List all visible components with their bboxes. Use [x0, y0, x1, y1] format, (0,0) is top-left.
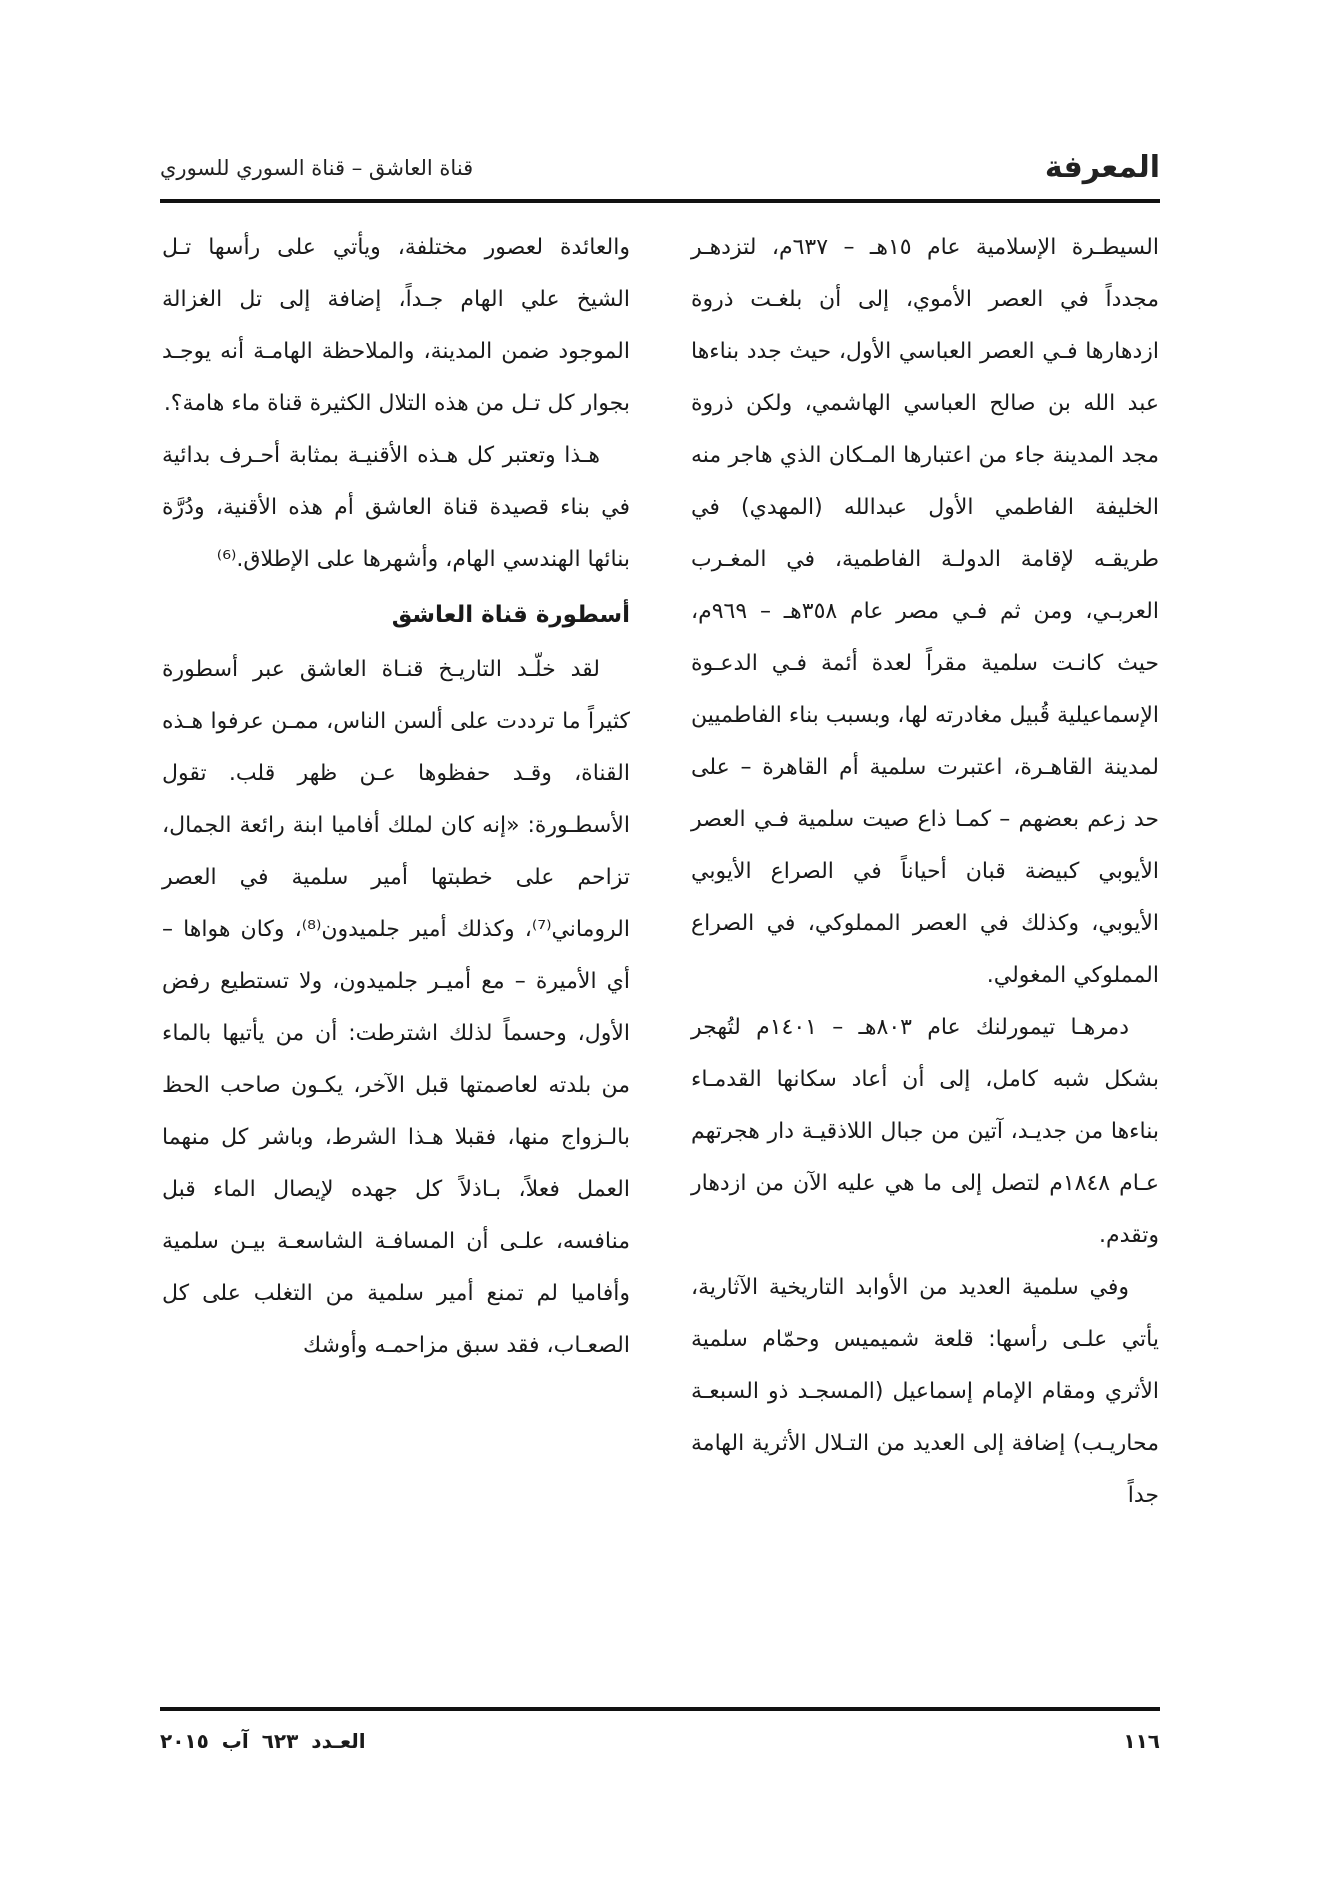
- paragraph: والعائدة لعصور مختلفة، ويأتي على رأسها تـل الشيخ علي الهام جـداً، إضافة إلى تل الغزالة الموجود ضمن المدينة، والملاحظة الهامـة أنه يوجـد بجوار كل تـل من هذه التلال الكثيرة قناة ماء هامة؟.: [162, 235, 630, 416]
- footer-rule: [160, 1707, 1160, 1711]
- right-column: [691, 222, 1159, 1522]
- paragraph: دمرهـا تيمورلنك عام ٨٠٣هـ – ١٤٠١م لتُهجر بشكل شبه كامل، إلى أن أعاد سكانها القدمـاء بناءها من جديـد، آتين من جبال اللاذقيـة دار هجرتهم عـام ١٨٤٨م لتصل إلى ما هي عليه الآن من ازدهار وتقدم.: [691, 1015, 1159, 1248]
- page-header: [160, 148, 1160, 198]
- page-number: ١١٦: [1123, 1729, 1160, 1753]
- paragraph: لقد خلّـد التاريـخ قنـاة العاشق عبر أسطورة كثيراً ما ترددت على ألسن الناس، ممـن عرفوا هـذه القناة، وقـد حفظوها عـن ظهر قلب. تقول الأسطـورة: «إنه كان لملك أفاميا ابنة رائعة الجمال، تزاحم على خطبتها أمير سلمية في العصر الروماني⁽⁷⁾، وكذلك أمير جلميدون⁽⁸⁾، وكان هواها – أي الأميرة – مع أميـر جلميدون، ولا تستطيع رفض الأول، وحسماً لذلك اشترطت: أن من يأتيها بالماء من بلدته لعاصمتها قبل الآخر، يكـون صاحب الحظ بالـزواج منها، فقبلا هـذا الشرط، وباشر كل منهما العمل فعلاً، بـاذلاً كل جهده لإيصال الماء قبل منافسه، علـى أن المسافـة الشاسعـة بيـن سلمية وأفاميا لم تمنع أمير سلمية من التغلب على كل الصعـاب، فقد سبق مزاحمـه وأوشك: [162, 657, 630, 1358]
- page-footer: [160, 1725, 1160, 1765]
- paragraph: هـذا وتعتبر كل هـذه الأقنيـة بمثابة أحـرف بدائية في بناء قصيدة قناة العاشق أم هذه الأقنية، ودُرَّة بنائها الهندسي الهام، وأشهرها على الإطلاق.⁽⁶⁾: [162, 443, 630, 572]
- paragraph: السيطـرة الإسلامية عام ١٥هـ – ٦٣٧م، لتزدهـر مجدداً في العصر الأموي، إلى أن بلغـت ذروة ازدهارها فـي العصر العباسي الأول، حيث جدد بناءها عبد الله بن صالح العباسي الهاشمي، ولكن ذروة مجد المدينة جاء من اعتبارها المـكان الذي هاجر منه الخليفة الفاطمي الأول عبدالله (المهدي) في طريقـه لإقامة الدولـة الفاطمية، في المغـرب العربـي، ومن ثم فـي مصر عام ٣٥٨هـ – ٩٦٩م، حيث كانـت سلمية مقراً لعدة أئمة فـي الدعـوة الإسماعيلية قُبيل مغادرته لها، وبسبب بناء الفاطميين لمدينة القاهـرة، اعتبرت سلمية أم القاهرة – على حد زعم بعضهم – كمـا ذاع صيت سلمية فـي العصر الأيوبي كبيضة قبان أحياناً في الصراع الأيوبي الأيوبي، وكذلك في العصر المملوكي، في الصراع المملوكي المغولي.: [691, 235, 1159, 988]
- issue-info: العـدد ٦٢٣ آب ٢٠١٥: [160, 1729, 366, 1753]
- header-rule: [160, 199, 1160, 203]
- paragraph: وفي سلمية العديد من الأوابد التاريخية الآثارية، يأتي علـى رأسها: قلعة شميميس وحمّام سلمية الأثري ومقام الإمام إسماعيل (المسجـد ذو السبعـة محاريـب) إضافة إلى العديد من التـلال الأثرية الهامة جداً: [691, 1275, 1159, 1508]
- section-heading: أسطورة قناة العاشق: [391, 602, 630, 628]
- left-column: [162, 222, 630, 1372]
- running-title: قناة العاشق – قناة السوري للسوري: [160, 156, 474, 180]
- magazine-logo: المعرفة: [1044, 150, 1160, 185]
